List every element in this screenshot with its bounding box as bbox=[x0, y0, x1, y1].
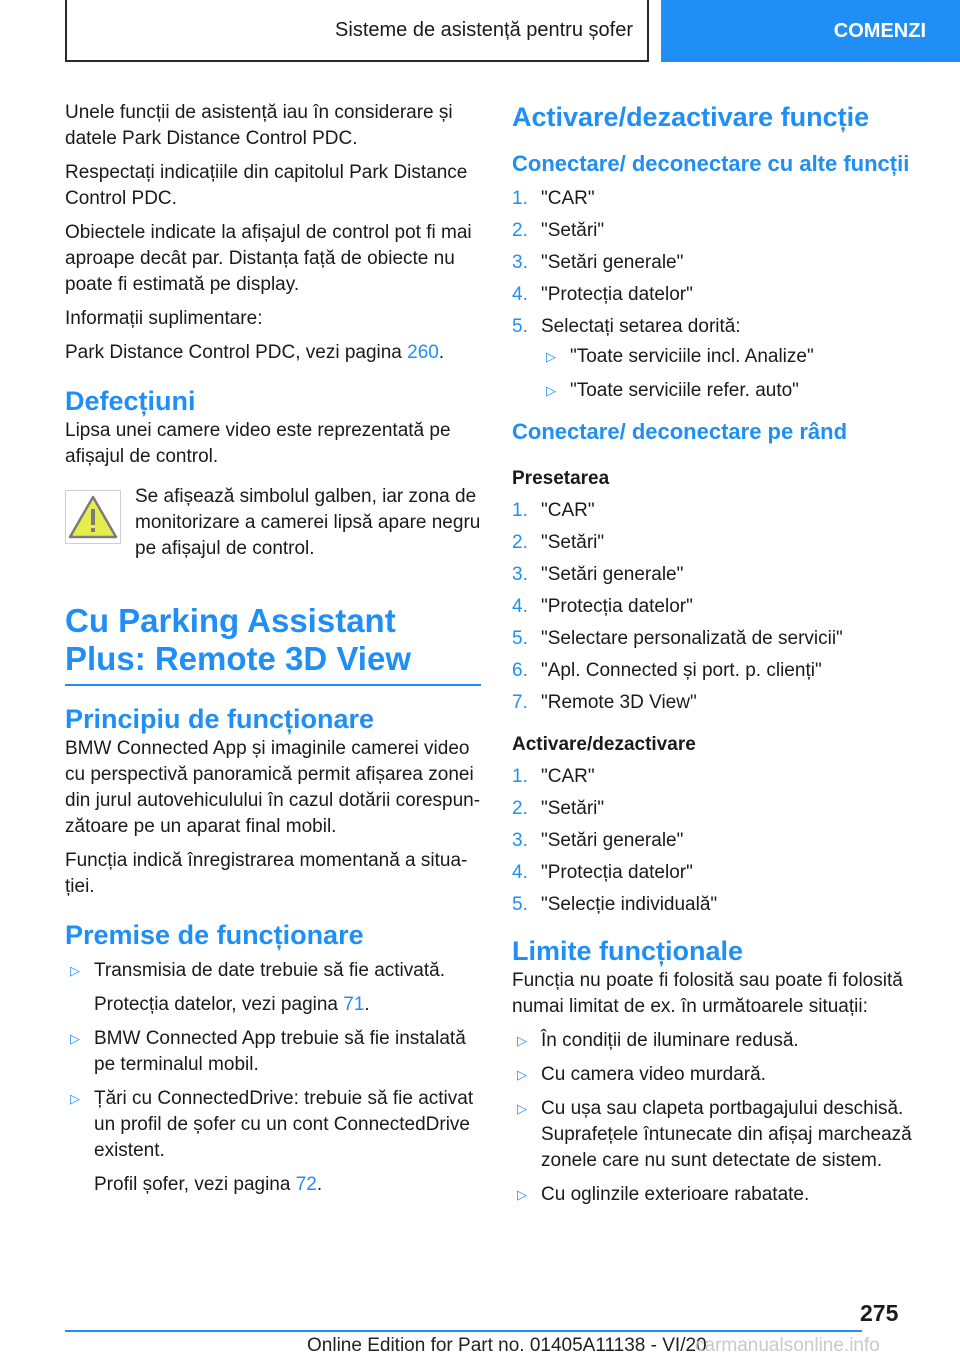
triangle-bullet-icon: ▷ bbox=[517, 1101, 527, 1116]
premise-heading: Premise de funcționare bbox=[65, 920, 364, 950]
list-item: ▷ Țări cu ConnectedDrive: trebuie să fie activat un profil de șofer cu un cont ConnectedDrive existent. Profil șofer, vezi pagina 72. bbox=[65, 1086, 481, 1198]
header-tab-comenzi[interactable] bbox=[661, 0, 960, 62]
triangle-bullet-icon: ▷ bbox=[546, 349, 556, 364]
list-item: ▷ Cu oglinzile exterioare rabatate. bbox=[512, 1182, 922, 1208]
list-item: ▷ În condiții de iluminare redusă. bbox=[512, 1028, 922, 1054]
section-h1: Cu Parking Assistant Plus: Remote 3D View bbox=[65, 602, 412, 677]
activate-label: Activare/dezactivare bbox=[512, 734, 696, 755]
list-item: 2. "Setări" bbox=[512, 798, 605, 819]
list-item: 3. "Setări generale" bbox=[512, 564, 684, 585]
paragraph: Informații suplimentare: bbox=[65, 308, 263, 329]
list-item: 1. "CAR" bbox=[512, 766, 595, 787]
row-heading: Conectare/ deconectare pe rând bbox=[512, 419, 848, 444]
list-item: 3. "Setări generale" bbox=[512, 252, 684, 273]
list-item: 2. "Setări" bbox=[512, 532, 605, 553]
list-item: 7. "Remote 3D View" bbox=[512, 692, 697, 713]
triangle-bullet-icon: ▷ bbox=[70, 963, 80, 978]
preset-steps bbox=[512, 498, 922, 716]
defects-heading: Defecțiuni bbox=[65, 386, 196, 416]
paragraph: Park Distance Control PDC, vezi pagina 260. bbox=[65, 342, 445, 363]
paragraph: BMW Connected App și imaginile camerei video cu perspectivă panoramică permit afișarea zonei din jurul autovehiculului în cazul dotării corespun-zătoare pe un aparat final mobil. bbox=[65, 738, 481, 837]
warning-text: Se afișează simbolul galben, iar zona de monitorizare a camerei lipsă apare negru pe afișajul de control. bbox=[135, 486, 481, 559]
paragraph: Respectați indicațiile din capitolul Park Distance Control PDC. bbox=[65, 162, 468, 209]
paragraph: Funcția nu poate fi folosită sau poate fi folosită numai limitat de ex. în următoarele situații: bbox=[512, 970, 903, 1017]
section-title: Sisteme de asistență pentru șofer bbox=[335, 18, 633, 41]
paragraph: Lipsa unei camere video este reprezentată pe afișajul de control. bbox=[65, 420, 451, 467]
triangle-bullet-icon: ▷ bbox=[546, 383, 556, 398]
edition-text: Online Edition for Part no. 01405A11138 - VI/20 bbox=[307, 1335, 707, 1356]
triangle-bullet-icon: ▷ bbox=[517, 1067, 527, 1082]
list-item: 5. "Selectare personalizată de servicii" bbox=[512, 628, 843, 649]
watermark: carmanualsonline.info bbox=[695, 1335, 880, 1356]
page-number: 275 bbox=[860, 1300, 899, 1326]
tab-label: COMENZI bbox=[833, 19, 926, 42]
header-section-box bbox=[65, 0, 649, 62]
list-item: 2. "Setări" bbox=[512, 220, 605, 241]
list-item: 4. "Protecția datelor" bbox=[512, 596, 693, 617]
activate-steps bbox=[512, 764, 922, 918]
triangle-bullet-icon: ▷ bbox=[517, 1033, 527, 1048]
paragraph: Unele funcții de asistență iau în considerare și datele Park Distance Control PDC. bbox=[65, 102, 453, 149]
list-item: ▷ "Toate serviciile incl. Analize" bbox=[541, 344, 922, 370]
list-item: 3. "Setări generale" bbox=[512, 830, 684, 851]
paragraph: Funcția indică înregistrarea momentană a situa-ției. bbox=[65, 850, 468, 897]
triangle-bullet-icon: ▷ bbox=[70, 1091, 80, 1106]
right-column bbox=[512, 100, 922, 1216]
premise-list bbox=[65, 958, 481, 1198]
list-item: 1. "CAR" bbox=[512, 188, 595, 209]
list-item: 5. "Selecție individuală" bbox=[512, 894, 718, 915]
list-item: ▷ Cu ușa sau clapeta portbagajului deschisă. Suprafețele întunecate din afișaj marchează zonele care nu sunt detectate de sistem. bbox=[517, 1098, 912, 1171]
limits-list bbox=[512, 1028, 922, 1208]
list-item: 4. "Protecția datelor" bbox=[512, 862, 693, 883]
list-item: ▷ Cu camera video murdară. bbox=[512, 1062, 922, 1088]
page-link-260[interactable]: 260 bbox=[407, 342, 439, 363]
list-item: ▷ Transmisia de date trebuie să fie activată. Protecția datelor, vezi pagina 71. bbox=[65, 958, 481, 1018]
warning-note bbox=[65, 484, 481, 562]
triangle-bullet-icon: ▷ bbox=[70, 1031, 80, 1046]
option-list bbox=[541, 344, 922, 404]
list-item: 5. Selectați setarea dorită: ▷ "Toate serviciile incl. Analize" ▷ "Toate serviciile refer. auto" bbox=[512, 314, 922, 404]
list-item: 1. "CAR" bbox=[512, 500, 595, 521]
limits-heading: Limite funcționale bbox=[512, 936, 744, 966]
ref-text: Park Distance Control PDC, vezi pagina bbox=[65, 342, 408, 363]
triangle-bullet-icon: ▷ bbox=[517, 1187, 527, 1202]
principle-heading: Principiu de funcționare bbox=[65, 704, 375, 734]
list-item: ▷ "Toate serviciile refer. auto" bbox=[541, 378, 922, 404]
page-link-71[interactable]: 71 bbox=[343, 994, 365, 1015]
footer-divider bbox=[65, 1330, 862, 1332]
connect-steps bbox=[512, 186, 922, 404]
list-item: 4. "Protecția datelor" bbox=[512, 284, 693, 305]
preset-label: Presetarea bbox=[512, 468, 610, 489]
page-link-72[interactable]: 72 bbox=[295, 1174, 317, 1195]
ref-line: Profil șofer, vezi pagina 72. bbox=[94, 1174, 323, 1195]
activation-heading: Activare/dezactivare funcție bbox=[512, 102, 870, 132]
h1-divider bbox=[65, 684, 481, 686]
warning-triangle-icon bbox=[65, 490, 121, 544]
connect-heading: Conectare/ deconectare cu alte funcții bbox=[512, 151, 910, 176]
list-item: 6. "Apl. Connected și port. p. clienți" bbox=[512, 660, 822, 681]
paragraph: Obiectele indicate la afișajul de control pot fi mai aproape decât par. Distanța față de obiecte nu poate fi estimată pe display. bbox=[65, 222, 472, 295]
list-item: ▷ BMW Connected App trebuie să fie instalată pe terminalul mobil. bbox=[70, 1028, 466, 1075]
left-column bbox=[65, 100, 481, 1206]
ref-line: Protecția datelor, vezi pagina 71. bbox=[94, 994, 370, 1015]
